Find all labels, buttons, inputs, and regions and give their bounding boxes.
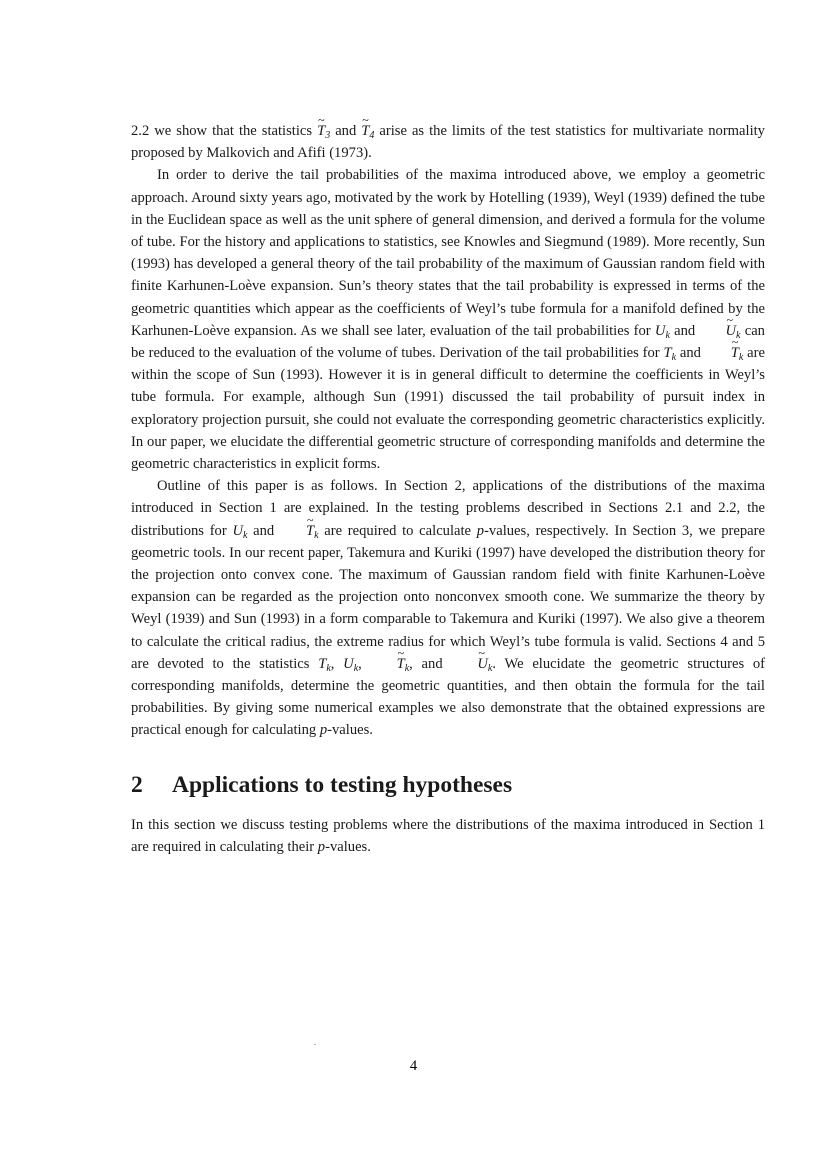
body-paragraph xyxy=(131,814,765,858)
scan-speck xyxy=(314,1044,316,1045)
section-heading xyxy=(131,771,765,798)
math-symbol: ~ $U_k$ xyxy=(451,656,492,672)
math-symbol: ~ $T_k$ xyxy=(371,656,410,672)
body-paragraph xyxy=(131,475,765,741)
math-symbol: $T_k$ xyxy=(663,345,677,364)
text-run: , xyxy=(330,655,344,672)
section-title: Applications to testing hypotheses xyxy=(172,771,513,798)
math-symbol: p xyxy=(319,722,328,739)
math-symbol: $T_k$ xyxy=(318,655,331,674)
text-run: -values, respectively. In Section 3, we prepare geometric tools. In our recent paper, Takemura and Kuriki (1997) have developed the distribution theory for the projection onto convex cone. The maximum of Gaussian random field with finite Karhunen-Loève expansion can be regarded as the projection onto nonconvex smooth cone. We summarize the theory by Weyl (1939) and Sun (1993) in a form comparable to Takemura and Kuriki (1997). We also give a theorem to calculate the critical radius, the extreme radius for which Weyl’s tube formula is valid. Sections 4 and 5 are devoted to the statistics xyxy=(131,522,765,672)
section-number: 2 xyxy=(131,771,143,798)
body-paragraph xyxy=(131,120,765,164)
page-number: 4 xyxy=(409,1058,418,1074)
math-symbol: ~ $T_3$ xyxy=(317,123,330,139)
text-run: , xyxy=(358,655,371,672)
text-run: In order to derive the tail probabilities of the maxima introduced above, we employ a geometric approach. Around sixty years ago, motivated by the work by Hotelling (1939), Weyl (1939) defined the tube in the Euclidean space as well as the unit sphere of general dimension, and derived a formula for the volume of tube. For the history and applications to statistics, see Knowles and Siegmund (1989). More recently, Sun (1993) has developed a general theory of the tail probability of the maximum of Gaussian random field with finite Karhunen-Loève expansion. Sun’s theory states that the tail probability is expressed in terms of the geometric quantities which appear as the coefficients of Weyl’s tube formula for a manifold defined by the Karhunen-Loève expansion. As we shall see later, evaluation of the tail probabilities for xyxy=(131,167,765,339)
text-run: , and xyxy=(409,655,452,672)
text-run: . We elucidate the geometric structures of corresponding manifolds, determine the geometric quantities, and then obtain the formula for the tail probabilities. By giving some numerical examples we also demonstrate that the obtained expressions are practical enough for calculating xyxy=(131,655,766,739)
math-symbol: $U_k$ xyxy=(343,655,359,674)
math-symbol: ~ $T_k$ xyxy=(280,523,319,539)
text-run: and xyxy=(676,345,705,362)
math-symbol: $U_k$ xyxy=(654,322,670,341)
math-symbol: p xyxy=(476,522,485,539)
text-run: -values. xyxy=(325,839,371,856)
intro-paragraphs xyxy=(131,120,765,742)
text-run: arise as the limits of the test statistics for multivariate normality proposed by Malkovich and Afifi (1973). xyxy=(131,123,765,162)
section-paragraphs xyxy=(131,814,765,858)
math-symbol: ~ $U_k$ xyxy=(699,323,740,339)
text-run: Outline of this paper is as follows. In Section 2, applications of the distributions of the maxima introduced in Section 1 are explained. In the testing problems described in Sections 2.1 and 2.2, the distributions for xyxy=(131,478,765,539)
text-run: are within the scope of Sun (1993). However it is in general difficult to determine the coefficients in Weyl’s tube formula. For example, although Sun (1991) discussed the tail probability of pursuit index in exploratory projection pursuit, she could not evaluate the corresponding geometric characteristics explicitly. In our paper, we elucidate the differential geometric structure of corresponding manifolds and determine the geometric characteristics in explicit forms. xyxy=(131,345,765,473)
math-symbol: p xyxy=(317,839,326,856)
text-run: and xyxy=(330,123,362,139)
text-run: and xyxy=(247,522,280,539)
text-run: 2.2 we show that the statistics xyxy=(131,123,318,139)
text-run: In this section we discuss testing problems where the distributions of the maxima introduced in Section 1 are required in calculating their xyxy=(131,816,765,856)
math-symbol: ~ $T_4$ xyxy=(361,123,374,139)
text-run: and xyxy=(669,322,700,339)
text-run: are required to calculate xyxy=(318,522,477,539)
text-run: -values. xyxy=(327,722,373,739)
text-run: can be reduced to the evaluation of the volume of tubes. Derivation of the tail probabilities for xyxy=(131,322,765,362)
math-symbol: ~ $T_k$ xyxy=(705,345,744,361)
math-symbol: $U_k$ xyxy=(232,522,248,541)
body-paragraph xyxy=(131,164,765,475)
page-body xyxy=(131,120,765,858)
